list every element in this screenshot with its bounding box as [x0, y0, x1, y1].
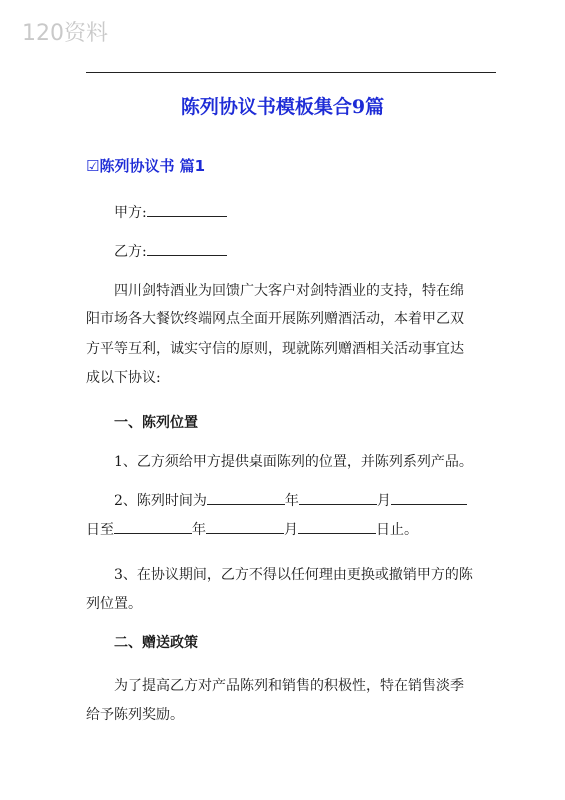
party-b-line	[86, 241, 486, 263]
end-year-blank	[114, 519, 192, 534]
heading-gift-policy: 二、赠送政策	[114, 635, 198, 651]
item-2-line-2	[86, 519, 486, 541]
start-year-blank	[207, 490, 285, 505]
intro-line-3: 方平等互利，诚实守信的原则，现就陈列赠酒相关活动事宜达	[86, 341, 464, 357]
policy-line-2: 给予陈列奖励。	[86, 707, 184, 723]
party-b-blank	[147, 241, 227, 256]
start-day-blank	[391, 490, 467, 505]
item-3-line-1: 3、在协议期间，乙方不得以任何理由更换或撤销甲方的陈	[114, 567, 473, 583]
header-rule	[86, 72, 496, 73]
party-a-blank	[147, 202, 227, 217]
item-2-year: 年	[284, 493, 299, 509]
party-a-label: 甲方:	[114, 205, 147, 221]
intro-line-2: 阳市场各大餐饮终端网点全面开展陈列赠酒活动，本着甲乙双	[86, 311, 464, 327]
item-1: 1、乙方须给甲方提供桌面陈列的位置，并陈列系列产品。	[114, 454, 473, 470]
document-title: 陈列协议书模板集合9篇	[180, 96, 385, 118]
item-2-day-to: 日至	[86, 522, 114, 538]
party-a-line	[86, 202, 486, 224]
policy-line-1: 为了提高乙方对产品陈列和销售的积极性，特在销售淡季	[114, 678, 464, 694]
end-day-blank	[298, 519, 376, 534]
intro-line-4: 成以下协议:	[86, 370, 161, 386]
item-2-line-1	[86, 490, 486, 512]
item-2-month2: 月	[284, 522, 298, 538]
heading-display-position: 一、陈列位置	[114, 415, 198, 431]
party-b-label: 乙方:	[114, 244, 147, 260]
item-2-prefix: 2、陈列时间为	[114, 493, 207, 509]
start-month-blank	[299, 490, 377, 505]
section-title: ☑陈列协议书 篇1	[86, 157, 206, 175]
item-2-month: 月	[376, 493, 391, 509]
end-month-blank	[206, 519, 284, 534]
watermark: 120资料	[22, 21, 108, 46]
intro-line-1: 四川剑特酒业为回馈广大客户对剑特酒业的支持，特在绵	[114, 283, 464, 299]
item-2-year2: 年	[192, 522, 206, 538]
item-3-line-2: 列位置。	[86, 596, 142, 612]
item-2-end: 日止。	[376, 522, 418, 538]
